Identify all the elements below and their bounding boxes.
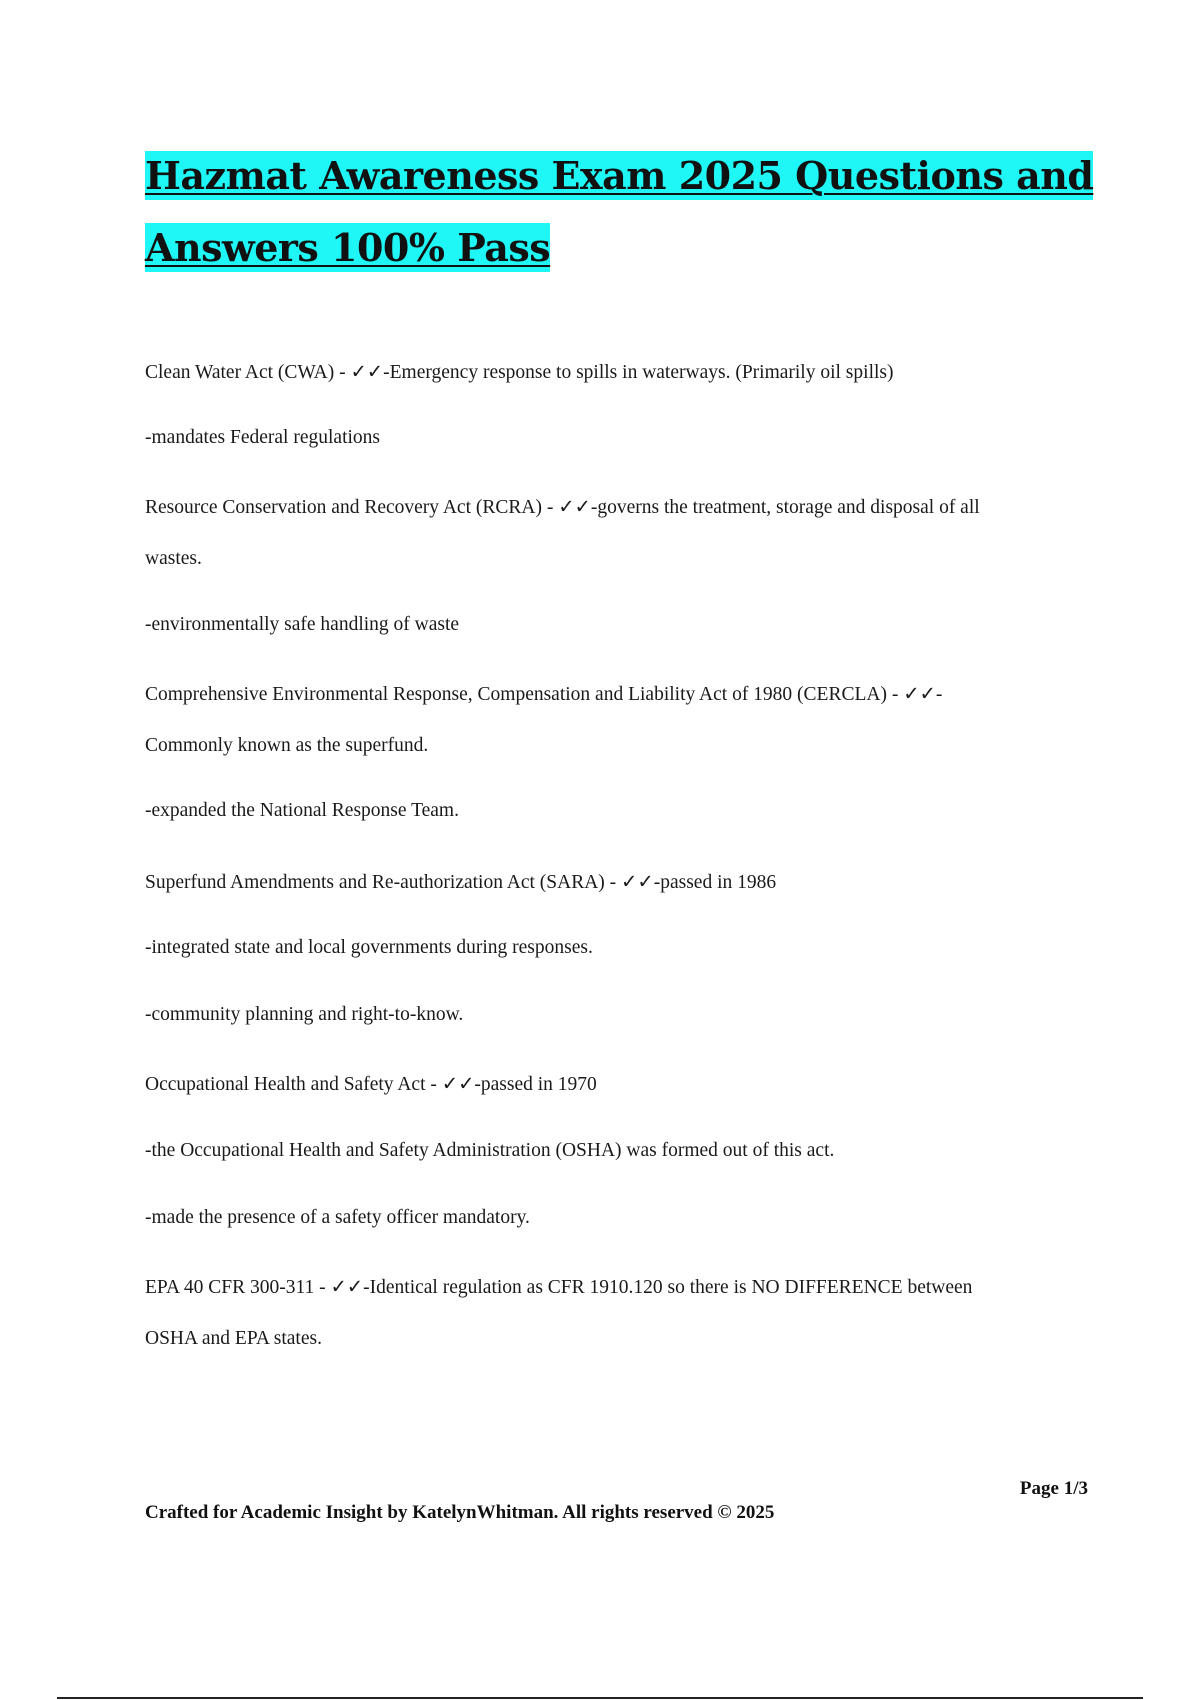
- text-line: Commonly known as the superfund.: [145, 735, 429, 756]
- footer-credit: Crafted for Academic Insight by KatelynWhitman. All rights reserved © 2025: [145, 1502, 775, 1523]
- text-line: OSHA and EPA states.: [145, 1328, 322, 1349]
- text-line: EPA 40 CFR 300-311 - ✓✓-Identical regulation as CFR 1910.120 so there is NO DIFFERENCE between: [145, 1277, 973, 1298]
- text-line: -environmentally safe handling of waste: [145, 614, 460, 635]
- bottom-divider: [57, 1697, 1143, 1699]
- text-line: Resource Conservation and Recovery Act (RCRA) - ✓✓-governs the treatment, storage and disposal of all: [145, 497, 980, 518]
- text-line: -integrated state and local governments during responses.: [145, 937, 593, 958]
- text-line: Superfund Amendments and Re-authorization Act (SARA) - ✓✓-passed in 1986: [145, 872, 777, 893]
- text-line: -made the presence of a safety officer mandatory.: [145, 1207, 530, 1228]
- text-line: -the Occupational Health and Safety Administration (OSHA) was formed out of this act.: [145, 1140, 835, 1161]
- text-line: Comprehensive Environmental Response, Compensation and Liability Act of 1980 (CERCLA) - ✓✓-: [145, 684, 943, 705]
- text-line: Occupational Health and Safety Act - ✓✓-passed in 1970: [145, 1074, 597, 1095]
- title-line-2: Answers 100% Pass: [145, 225, 551, 270]
- text-line: Clean Water Act (CWA) - ✓✓-Emergency response to spills in waterways. (Primarily oil spills): [145, 362, 894, 383]
- page-title: [145, 140, 1105, 284]
- text-line: -expanded the National Response Team.: [145, 800, 459, 821]
- text-line: wastes.: [145, 548, 202, 569]
- title-line-1: Hazmat Awareness Exam 2025 Questions and: [145, 153, 1094, 198]
- text-line: -mandates Federal regulations: [145, 427, 380, 448]
- page-number: Page 1/3: [1019, 1478, 1088, 1499]
- text-line: -community planning and right-to-know.: [145, 1004, 464, 1025]
